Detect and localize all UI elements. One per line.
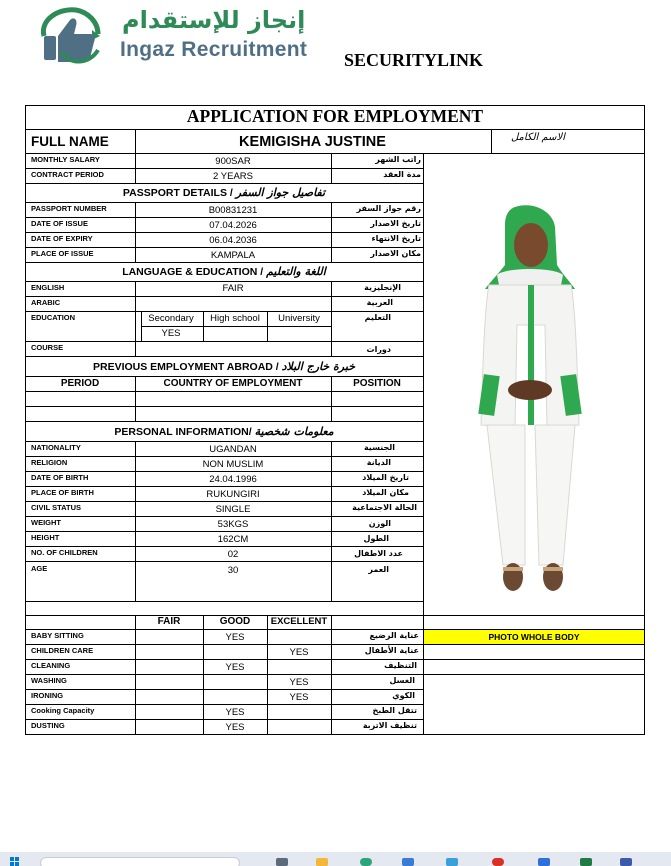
pob-label-ar: مكان الميلاد [362,488,409,497]
passport-number-value: B00831231 [208,205,258,216]
passport-heading-en: PASSPORT DETAILS / [122,187,233,199]
education-level-highschool: High school [210,313,260,324]
course-label: COURSE [31,343,64,352]
photo-whole-body-label: PHOTO WHOLE BODY [488,632,580,642]
skill-cleaning-good: YES [225,662,245,673]
children-count-label: NO. OF CHILDREN [31,548,98,557]
skill-column-good: GOOD [219,616,251,627]
language-heading-ar: اللغة والتعليم [266,265,326,278]
skill-children-care-label-ar: عناية الأطفال [364,646,419,655]
skill-washing-label-ar: الغسل [389,676,415,685]
civil-status-label: CIVIL STATUS [31,503,82,512]
passport-number-label: PASSPORT NUMBER [31,204,107,213]
personal-heading-ar: معلومات شخصية [254,425,334,438]
skill-washing-label: WASHING [31,676,67,685]
dob-label: DATE OF BIRTH [31,473,89,482]
english-value: FAIR [222,283,244,294]
windows-start-icon[interactable] [10,857,19,866]
nationality-label-ar: الجنسية [363,443,395,452]
civil-status-label-ar: الحالة الاجتماعية [352,503,417,512]
skill-baby-sitting-good: YES [225,632,245,643]
age-label: AGE [31,564,48,573]
weight-value: 53KGS [217,519,249,530]
dob-label-ar: تاريخ الميلاد [362,473,409,482]
skill-baby-sitting-label: BABY SITTING [31,631,84,640]
excel-icon[interactable] [580,858,592,866]
nationality-value: UGANDAN [209,444,257,455]
issue-date-label-ar: تاريخ الاصدار [370,219,421,228]
contract-label-ar: مدة العقد [383,170,421,179]
expiry-date-label-ar: تاريخ الانتهاء [371,234,421,243]
religion-value: NON MUSLIM [202,459,264,470]
skill-children-care-label: CHILDREN CARE [31,646,94,655]
form-title: APPLICATION FOR EMPLOYMENT [186,106,484,126]
application-form [25,105,645,735]
language-heading-en: LANGUAGE & EDUCATION / [122,266,264,278]
issue-date-label: DATE OF ISSUE [31,219,88,228]
skill-baby-sitting-label-ar: عناية الرضيع [369,631,419,640]
contract-label: CONTRACT PERIOD [31,170,104,179]
salary-label: MONTHLY SALARY [31,155,100,164]
previous-employment-heading [25,361,423,373]
word-icon[interactable] [620,858,632,866]
place-of-issue-label-ar: مكان الاصدار [370,249,421,258]
skill-cooking-good: YES [225,707,245,718]
candidate-photo [475,205,585,595]
religion-label: RELIGION [31,458,68,467]
height-label-ar: الطول [363,534,389,543]
education-label-ar: التعليم [364,313,391,322]
logo-english-text: Ingaz Recruitment [120,38,308,61]
app-icon[interactable] [446,858,458,866]
language-heading [25,266,423,278]
course-label-ar: دورات [366,345,391,354]
chrome-browser-icon[interactable] [492,858,504,866]
taskbar-search-box[interactable] [40,857,240,866]
skill-dusting-label-ar: تنظيف الاتربة [362,721,417,730]
civil-status-value: SINGLE [215,504,251,515]
personal-info-heading [25,426,423,438]
skill-ironing-label-ar: الكوي [392,691,415,700]
thumbs-up-logo-icon [36,6,102,68]
age-value: 30 [227,565,239,576]
file-explorer-icon[interactable] [316,858,328,866]
nationality-label: NATIONALITY [31,443,81,452]
age-label-ar: العمر [368,565,389,574]
skill-cleaning-label: CLEANING [31,661,71,670]
skill-ironing-excellent: YES [289,692,309,703]
previous-heading-ar: خبرة خارج البلاد [281,360,355,373]
english-label: ENGLISH [31,283,65,292]
personal-heading-en: PERSONAL INFORMATION/ [114,426,252,438]
skill-cleaning-label-ar: التنظيف [384,661,417,670]
column-country: COUNTRY OF EMPLOYMENT [163,378,303,389]
passport-number-label-ar: رقم جواز السفر [356,204,421,213]
full-name-label: FULL NAME [31,134,109,149]
column-period: PERIOD [60,378,100,389]
skill-column-fair: FAIR [157,616,181,627]
pob-label: PLACE OF BIRTH [31,488,94,497]
column-position: POSITION [353,378,401,389]
english-label-ar: الإنجليزية [364,283,401,292]
full-name-value: KEMIGISHA JUSTINE [239,134,386,150]
skill-washing-excellent: YES [289,677,309,688]
full-body-photo-icon [475,205,585,595]
skill-dusting-good: YES [225,722,245,733]
full-name-label-ar: الاسم الكامل [510,132,565,143]
skill-ironing-label: IRONING [31,691,64,700]
children-count-value: 02 [227,549,239,560]
skill-children-care-excellent: YES [289,647,309,658]
passport-heading-ar: تفاصيل جواز السفر [235,186,326,199]
height-value: 162CM [217,534,249,545]
previous-heading-en: PREVIOUS EMPLOYMENT ABROAD / [92,361,279,373]
education-level-university: University [278,313,320,324]
store-icon[interactable] [402,858,414,866]
education-level-secondary: Secondary [148,313,194,324]
company-logo [36,6,336,70]
salary-value: 900SAR [215,156,251,167]
edge-browser-icon[interactable] [360,858,372,866]
issue-date-value: 07.04.2026 [209,220,257,231]
height-label: HEIGHT [31,533,60,542]
education-label: EDUCATION [31,313,76,322]
passport-heading [25,187,423,199]
arabic-label: ARABIC [31,298,61,307]
dob-value: 24.04.1996 [209,474,257,485]
pob-value: RUKUNGIRI [206,489,260,500]
skill-dusting-label: DUSTING [31,721,65,730]
arabic-label-ar: العربية [366,298,393,307]
education-mark-secondary: YES [161,328,181,339]
weight-label-ar: الوزن [368,519,391,528]
weight-label: WEIGHT [31,518,61,527]
place-of-issue-value: KAMPALA [210,250,256,261]
expiry-date-label: DATE OF EXPIRY [31,234,93,243]
skill-column-excellent: EXCELLENT [270,616,328,627]
place-of-issue-label: PLACE OF ISSUE [31,249,94,258]
company-name: SECURITYLINK [344,50,484,70]
task-view-icon[interactable] [276,858,288,866]
photos-icon[interactable] [538,858,550,866]
os-taskbar [0,852,671,866]
salary-label-ar: راتب الشهر [375,155,421,164]
religion-label-ar: الديانة [366,458,391,467]
expiry-date-value: 06.04.2036 [209,235,257,246]
skill-cooking-label-ar: تتقل الطبخ [372,706,417,715]
children-count-label-ar: عدد الاطفال [354,549,403,558]
contract-value: 2 YEARS [213,171,253,182]
skill-cooking-label: Cooking Capacity [31,706,95,715]
logo-arabic-text: إنجاز للإستقدام [122,6,306,34]
